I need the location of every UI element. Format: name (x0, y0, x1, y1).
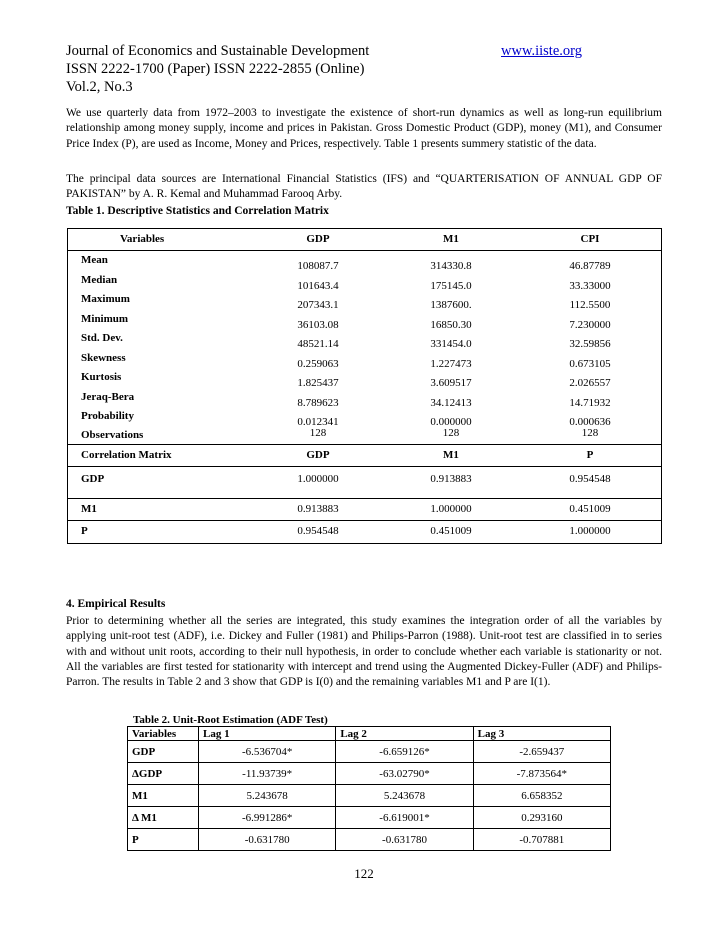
table-row (128, 807, 611, 829)
m1-value: 128 (442, 426, 460, 439)
cpi-value: 46.87789 (569, 260, 611, 272)
table1-caption: Table 1. Descriptive Statistics and Correlation Matrix (66, 205, 329, 217)
lag2-cell: -6.659126* (336, 741, 473, 763)
gdp-value: 101643.4 (297, 279, 339, 292)
lag3-cell: -7.873564* (473, 763, 610, 785)
header-variables: Variables (120, 233, 165, 245)
m1-value: 0.000000 (430, 416, 472, 428)
lag2-cell: -0.631780 (336, 829, 473, 851)
cpi-value: 0.673105 (569, 357, 611, 370)
table-row (68, 407, 661, 427)
table-row (128, 785, 611, 807)
lag2-cell: -63.02790* (336, 763, 473, 785)
row-label: GDP (81, 472, 105, 485)
lag3-cell: -2.659437 (473, 741, 610, 763)
table-row (68, 427, 661, 444)
m1-value: 175145.0 (430, 279, 472, 292)
gdp-corr: 0.954548 (297, 524, 339, 537)
header-m1: M1 (443, 233, 459, 245)
table-row (68, 349, 661, 369)
section4-paragraph: Prior to determining whether all the series are integrated, this study examines the integration order of all the variables by applying unit-root test (ADF), i.e. Dickey and Fuller (1981) and Philips-Parron (1988). Unit-root test are classified in to series with and without unit roots, according to their null hypothesis, in order to conclude whether each variable is stationarity or not. All the variables are first tested for stationarity with intercept and trend using the Augmented Dickey-Fuller (ADF) and Philips-Parron. The results in Table 2 and 3 show that GDP is I(0) and the remaining variables M1 and P are I(1). (66, 615, 662, 689)
variable-cell: Δ M1 (128, 807, 199, 829)
correlation-row (68, 499, 661, 521)
cpi-value: 0.000636 (569, 416, 611, 428)
table-row (68, 251, 661, 271)
correlation-row (68, 521, 661, 543)
table2-header-row (128, 727, 611, 741)
gdp-value: 108087.7 (297, 260, 339, 272)
header-gdp: GDP (306, 233, 330, 245)
cpi-value: 33.33000 (569, 279, 611, 292)
row-label: Minimum (81, 312, 129, 325)
correlation-header-row (68, 445, 661, 467)
m1-corr: 0.451009 (430, 524, 472, 537)
m1-value: 1387600. (430, 299, 472, 311)
gdp-value: 48521.14 (297, 338, 339, 350)
section-heading: 4. Empirical Results (66, 598, 166, 610)
variable-cell: GDP (128, 741, 199, 763)
table2-caption: Table 2. Unit-Root Estimation (ADF Test) (133, 714, 328, 726)
table-row (68, 368, 661, 388)
row-label: M1 (81, 502, 97, 515)
m1-value: 1.227473 (430, 357, 472, 370)
row-label: Probability (81, 410, 134, 422)
gdp-value: 207343.1 (297, 299, 339, 311)
lag1-cell: -6.991286* (199, 807, 336, 829)
m1-corr: 0.913883 (430, 472, 472, 485)
variable-cell: M1 (128, 785, 199, 807)
row-label: Jeraq-Bera (81, 390, 135, 403)
cpi-value: 7.230000 (569, 318, 611, 331)
row-label: Skewness (81, 351, 126, 364)
lag3-cell: -0.707881 (473, 829, 610, 851)
table-row (68, 290, 661, 310)
gdp-value: 8.789623 (297, 396, 339, 409)
gdp-value: 1.825437 (297, 377, 339, 389)
p-corr: 1.000000 (569, 524, 611, 537)
unit-root-table (127, 714, 611, 851)
m1-value: 16850.30 (430, 318, 472, 331)
table-row (128, 763, 611, 785)
journal-url-link[interactable]: www.iiste.org (501, 43, 582, 59)
corr-header-m1: M1 (443, 448, 459, 461)
lag1-cell: -0.631780 (199, 829, 336, 851)
gdp-corr: 0.913883 (297, 502, 339, 515)
lag1-cell: -11.93739* (199, 763, 336, 785)
correlation-row (68, 467, 661, 499)
row-label: Kurtosis (81, 371, 122, 383)
page-number: 122 (354, 866, 374, 881)
table-row (128, 829, 611, 851)
row-label: Maximum (81, 293, 130, 305)
gdp-value: 36103.08 (297, 318, 339, 331)
issn-line: ISSN 2222-1700 (Paper) ISSN 2222-2855 (Online) (66, 61, 365, 77)
intro-paragraph: We use quarterly data from 1972–2003 to investigate the existence of short-run dynamics as well as long-run equilibrium relationship among money supply, income and prices in Pakistan. Gross Domestic Product (GDP), money (M1), and Consumer Price Index (P), are used as Income, Money and Prices, respectively. Table 1 presents summery statistic of the data. (66, 107, 662, 150)
header-variables: Variables (128, 727, 199, 741)
corr-header-p: P (586, 448, 594, 461)
cpi-value: 14.71932 (569, 396, 611, 409)
lag1-cell: -6.536704* (199, 741, 336, 763)
table-row (68, 310, 661, 330)
m1-value: 3.609517 (430, 377, 472, 389)
table-row (68, 271, 661, 291)
table1-header-row (68, 229, 661, 251)
p-corr: 0.954548 (569, 472, 611, 485)
header-lag2: Lag 2 (336, 727, 473, 741)
m1-corr: 1.000000 (430, 502, 472, 515)
data-source-paragraph: The principal data sources are International Financial Statistics (IFS) and “QUARTERISATION OF ANNUAL GDP OF PAKISTAN” by A. R. Kemal and Muhammad Farooq Arby. (66, 173, 662, 201)
header-cpi: CPI (580, 233, 600, 245)
header-lag3: Lag 3 (473, 727, 610, 741)
lag3-cell: 0.293160 (473, 807, 610, 829)
table-row (68, 329, 661, 349)
m1-value: 314330.8 (430, 260, 472, 272)
row-label: Observations (81, 428, 144, 441)
lag1-cell: 5.243678 (199, 785, 336, 807)
lag2-cell: -6.619001* (336, 807, 473, 829)
lag2-cell: 5.243678 (336, 785, 473, 807)
row-label: Median (81, 273, 118, 286)
row-label: Std. Dev. (81, 332, 123, 344)
variable-cell: P (128, 829, 199, 851)
lag3-cell: 6.658352 (473, 785, 610, 807)
cpi-value: 32.59856 (569, 338, 611, 350)
gdp-value: 128 (309, 426, 327, 439)
cpi-value: 128 (581, 426, 599, 439)
journal-title: Journal of Economics and Sustainable Development (66, 43, 370, 59)
cpi-value: 2.026557 (569, 377, 611, 389)
p-corr: 0.451009 (569, 502, 611, 515)
correlation-matrix-body (68, 445, 661, 543)
header-lag1: Lag 1 (199, 727, 336, 741)
cpi-value: 112.5500 (569, 299, 611, 311)
corr-header-gdp: GDP (306, 448, 330, 461)
row-label: Mean (81, 254, 108, 266)
table-row (68, 388, 661, 408)
m1-value: 34.12413 (430, 396, 472, 409)
gdp-value: 0.259063 (297, 357, 339, 370)
gdp-value: 0.012341 (297, 416, 339, 428)
volume-line: Vol.2, No.3 (66, 79, 133, 95)
corr-header-label: Correlation Matrix (81, 448, 172, 461)
table-row (128, 741, 611, 763)
table1-stats-body (68, 251, 661, 444)
descriptive-statistics-table (67, 228, 662, 544)
m1-value: 331454.0 (430, 338, 472, 350)
gdp-corr: 1.000000 (297, 472, 339, 485)
row-label: P (81, 524, 88, 537)
variable-cell: ΔGDP (128, 763, 199, 785)
